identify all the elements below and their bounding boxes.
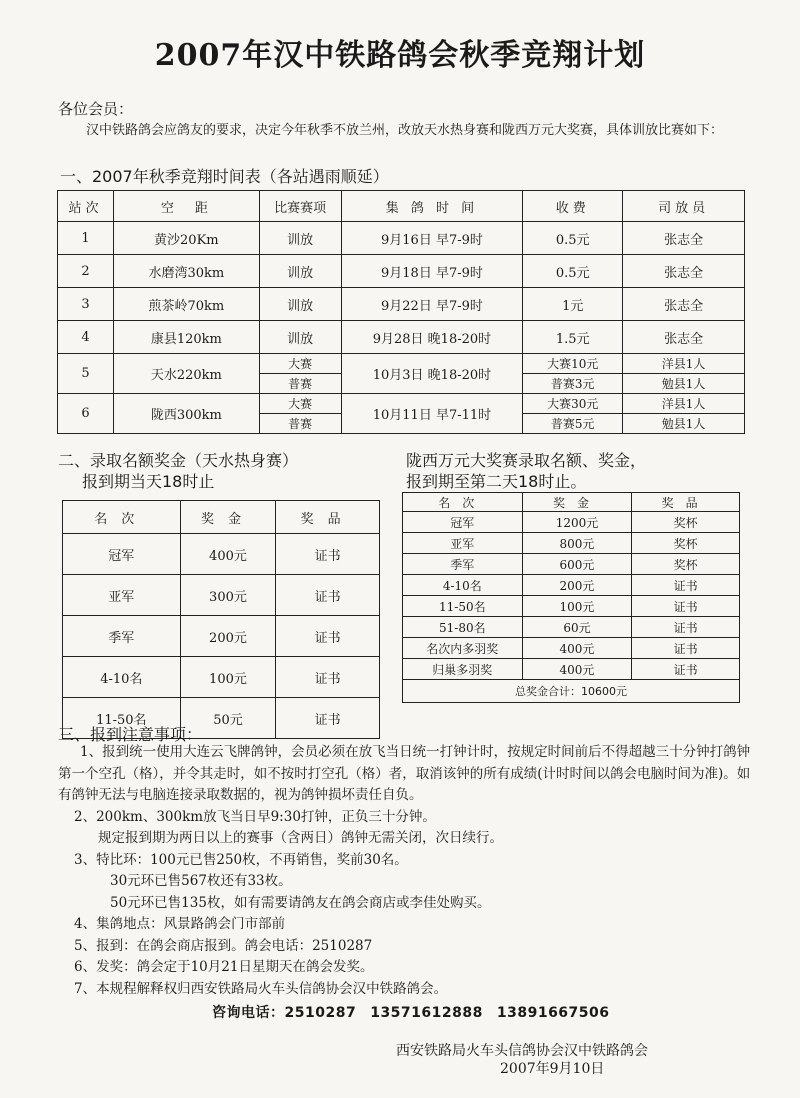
- section-2-right-heading: [406, 450, 646, 492]
- section-3-heading: 三、报到注意事项：: [58, 725, 203, 744]
- schedule-table: [57, 190, 745, 434]
- cell: 天水220km: [113, 354, 259, 394]
- prize-header-row: [63, 501, 380, 534]
- cell: 证书: [632, 575, 740, 596]
- cell: 亚军: [403, 533, 523, 554]
- cell: 4-10名: [63, 657, 181, 698]
- cell: 200元: [522, 575, 632, 596]
- cell: 张志全: [623, 222, 745, 255]
- cell: 季军: [403, 554, 523, 575]
- note-item: 1、报到统一使用大连云飞牌鸽钟，会员必须在放飞当日统一打钟计时，按规定时间前后不得超越三十分钟打鸽钟第一个空孔（格），并令其走时，如不按时打空孔（格）者，取消该钟的所有成绩(计时时间以鸽会电脑时间为准)。如有鸽钟无法与电脑连接录取数据的，视为鸽钟损坏责任自负。: [58, 744, 751, 803]
- note-item: 50元环已售135枚，如有需要请鸽友在鸽会商店或李佳处购买。: [110, 894, 491, 911]
- header-cell: 收费: [523, 191, 623, 222]
- cell: 奖杯: [632, 533, 740, 554]
- cell: 证书: [632, 617, 740, 638]
- header-cell: 司放员: [623, 191, 745, 222]
- cell: 普赛: [259, 374, 341, 394]
- cell: 3: [58, 288, 114, 321]
- cell: 51-80名: [403, 617, 523, 638]
- cell: 800元: [522, 533, 632, 554]
- cell: 训放: [259, 222, 341, 255]
- cell: 400元: [180, 534, 276, 575]
- table-row: [63, 616, 380, 657]
- schedule-header-row: [58, 191, 745, 222]
- cell: 大赛10元: [523, 354, 623, 374]
- total-row: [403, 680, 740, 703]
- table-row: [63, 534, 380, 575]
- cell: 4: [58, 321, 114, 354]
- cell: 亚军: [63, 575, 181, 616]
- cell: 600元: [522, 554, 632, 575]
- cell: 0.5元: [523, 255, 623, 288]
- table-row: [403, 617, 740, 638]
- cell: 洋县1人: [623, 354, 745, 374]
- page-title: 2007年汉中铁路鸽会秋季竞翔计划: [154, 38, 646, 73]
- heading-line: 陇西万元大奖赛录取名额、奖金，: [406, 451, 647, 470]
- cell: 1: [58, 222, 114, 255]
- cell: 奖杯: [632, 554, 740, 575]
- cell: 证书: [632, 659, 740, 680]
- note-item: 5、报到：在鸽会商店报到。鸽会电话：2510287: [74, 937, 373, 954]
- cell: 大赛: [259, 394, 341, 414]
- cell: 9月16日 早7-9时: [341, 222, 523, 255]
- cell: 400元: [522, 659, 632, 680]
- prize-header-row: [403, 493, 740, 512]
- header-cell: 名次: [403, 493, 523, 512]
- cell: 洋县1人: [623, 394, 745, 414]
- cell: 11-50名: [403, 596, 523, 617]
- cell: 4-10名: [403, 575, 523, 596]
- cell: 证书: [276, 698, 380, 739]
- cell: 张志全: [623, 288, 745, 321]
- cell: 60元: [522, 617, 632, 638]
- cell: 证书: [276, 657, 380, 698]
- heading-line: 二、录取名额奖金（天水热身赛）: [58, 451, 299, 470]
- prize-table-tianshui: [62, 500, 380, 739]
- cell: 10月3日 晚18-20时: [341, 354, 523, 394]
- note-item: 7、本规程解释权归西安铁路局火车头信鸽协会汉中铁路鸽会。: [74, 980, 448, 997]
- cell: 训放: [259, 255, 341, 288]
- note-item: 规定报到期为两日以上的赛事（含两日）鸽钟无需关闭，次日续行。: [98, 830, 503, 846]
- cell: 名次内多羽奖: [403, 638, 523, 659]
- cell: 陇西300km: [113, 394, 259, 434]
- cell: 300元: [180, 575, 276, 616]
- cell: 10月11日 早7-11时: [341, 394, 523, 434]
- section-1-heading: 一、2007年秋季竞翔时间表（各站遇雨顺延）: [60, 167, 389, 186]
- note-item: 3、特比环：100元已售250枚，不再销售，奖前30名。: [74, 851, 408, 868]
- cell: 6: [58, 394, 114, 434]
- cell: 黄沙20Km: [113, 222, 259, 255]
- cell: 冠军: [63, 534, 181, 575]
- notes-list: [58, 742, 758, 1000]
- cell: 张志全: [623, 321, 745, 354]
- contact-phones: [212, 1002, 624, 1022]
- table-row: [403, 638, 740, 659]
- header-cell: 奖金: [180, 501, 276, 534]
- cell: 0.5元: [523, 222, 623, 255]
- header-cell: 名次: [63, 501, 181, 534]
- cell: 归巢多羽奖: [403, 659, 523, 680]
- table-row: [403, 575, 740, 596]
- contact-label: 咨询电话：: [212, 1005, 285, 1021]
- cell: 普赛: [259, 414, 341, 434]
- phone-number: 13891667506: [496, 1005, 610, 1021]
- table-row: [63, 657, 380, 698]
- table-row: [403, 533, 740, 554]
- cell: 200元: [180, 616, 276, 657]
- table-row: [403, 596, 740, 617]
- greeting: 各位会员：: [58, 100, 134, 118]
- cell: 煎茶岭70km: [113, 288, 259, 321]
- cell: 奖杯: [632, 512, 740, 533]
- cell: 冠军: [403, 512, 523, 533]
- cell: 9月28日 晚18-20时: [341, 321, 523, 354]
- table-row: [58, 222, 745, 255]
- note-item: 2、200km、300km放飞当日早9:30打钟，正负三十分钟。: [74, 808, 436, 825]
- note-item: 6、发奖：鸽会定于10月21日星期天在鸽会发奖。: [74, 959, 374, 975]
- cell: 11-50名: [63, 698, 181, 739]
- header-cell: 奖品: [276, 501, 380, 534]
- organization-signature: 西安铁路局火车头信鸽协会汉中铁路鸽会: [396, 1043, 648, 1059]
- document-date: 2007年9月10日: [500, 1061, 605, 1077]
- cell: 1.5元: [523, 321, 623, 354]
- phone-number: 13571612888: [370, 1005, 483, 1021]
- header-cell: 奖品: [632, 493, 740, 512]
- cell: 证书: [276, 575, 380, 616]
- header-cell: 空 距: [113, 191, 259, 222]
- cell: 100元: [180, 657, 276, 698]
- cell: 50元: [180, 698, 276, 739]
- cell: 勉县1人: [623, 414, 745, 434]
- prize-table-longxi: [402, 492, 740, 703]
- total-prize-cell: 总奖金合计：10600元: [403, 680, 740, 703]
- note-item: 4、集鸽地点：风景路鸽会门市部前: [74, 916, 286, 932]
- cell: 证书: [276, 616, 380, 657]
- table-row: [58, 288, 745, 321]
- intro-paragraph: 汉中铁路鸽会应鸽友的要求，决定今年秋季不放兰州，改放天水热身赛和陇西万元大奖赛，具体训放比赛如下：: [86, 123, 724, 138]
- header-cell: 集 鸽 时 间: [341, 191, 523, 222]
- heading-subline: 报到期当天18时止: [82, 472, 215, 491]
- cell: 2: [58, 255, 114, 288]
- cell: 水磨湾30km: [113, 255, 259, 288]
- table-row: [58, 255, 745, 288]
- cell: 康县120km: [113, 321, 259, 354]
- header-cell: 奖金: [522, 493, 632, 512]
- cell: 勉县1人: [623, 374, 745, 394]
- table-row: [403, 512, 740, 533]
- note-item: 30元环已售567枚还有33枚。: [110, 873, 292, 889]
- cell: 9月18日 早7-9时: [341, 255, 523, 288]
- cell: 1元: [523, 288, 623, 321]
- cell: 100元: [522, 596, 632, 617]
- cell: 1200元: [522, 512, 632, 533]
- table-row: [58, 354, 745, 374]
- heading-subline: 报到期至第二天18时止。: [406, 472, 587, 491]
- table-row: [63, 575, 380, 616]
- table-row: [403, 554, 740, 575]
- cell: 普赛3元: [523, 374, 623, 394]
- section-2-left-heading: [58, 450, 298, 492]
- cell: 证书: [276, 534, 380, 575]
- cell: 证书: [632, 638, 740, 659]
- cell: 证书: [632, 596, 740, 617]
- table-row: [58, 394, 745, 414]
- cell: 训放: [259, 321, 341, 354]
- cell: 9月22日 早7-9时: [341, 288, 523, 321]
- cell: 普赛5元: [523, 414, 623, 434]
- cell: 大赛30元: [523, 394, 623, 414]
- cell: 张志全: [623, 255, 745, 288]
- header-cell: 站次: [58, 191, 114, 222]
- cell: 训放: [259, 288, 341, 321]
- phone-number: 2510287: [284, 1005, 357, 1021]
- header-cell: 比赛赛项: [259, 191, 341, 222]
- cell: 5: [58, 354, 114, 394]
- table-row: [58, 321, 745, 354]
- cell: 大赛: [259, 354, 341, 374]
- cell: 季军: [63, 616, 181, 657]
- cell: 400元: [522, 638, 632, 659]
- table-row: [403, 659, 740, 680]
